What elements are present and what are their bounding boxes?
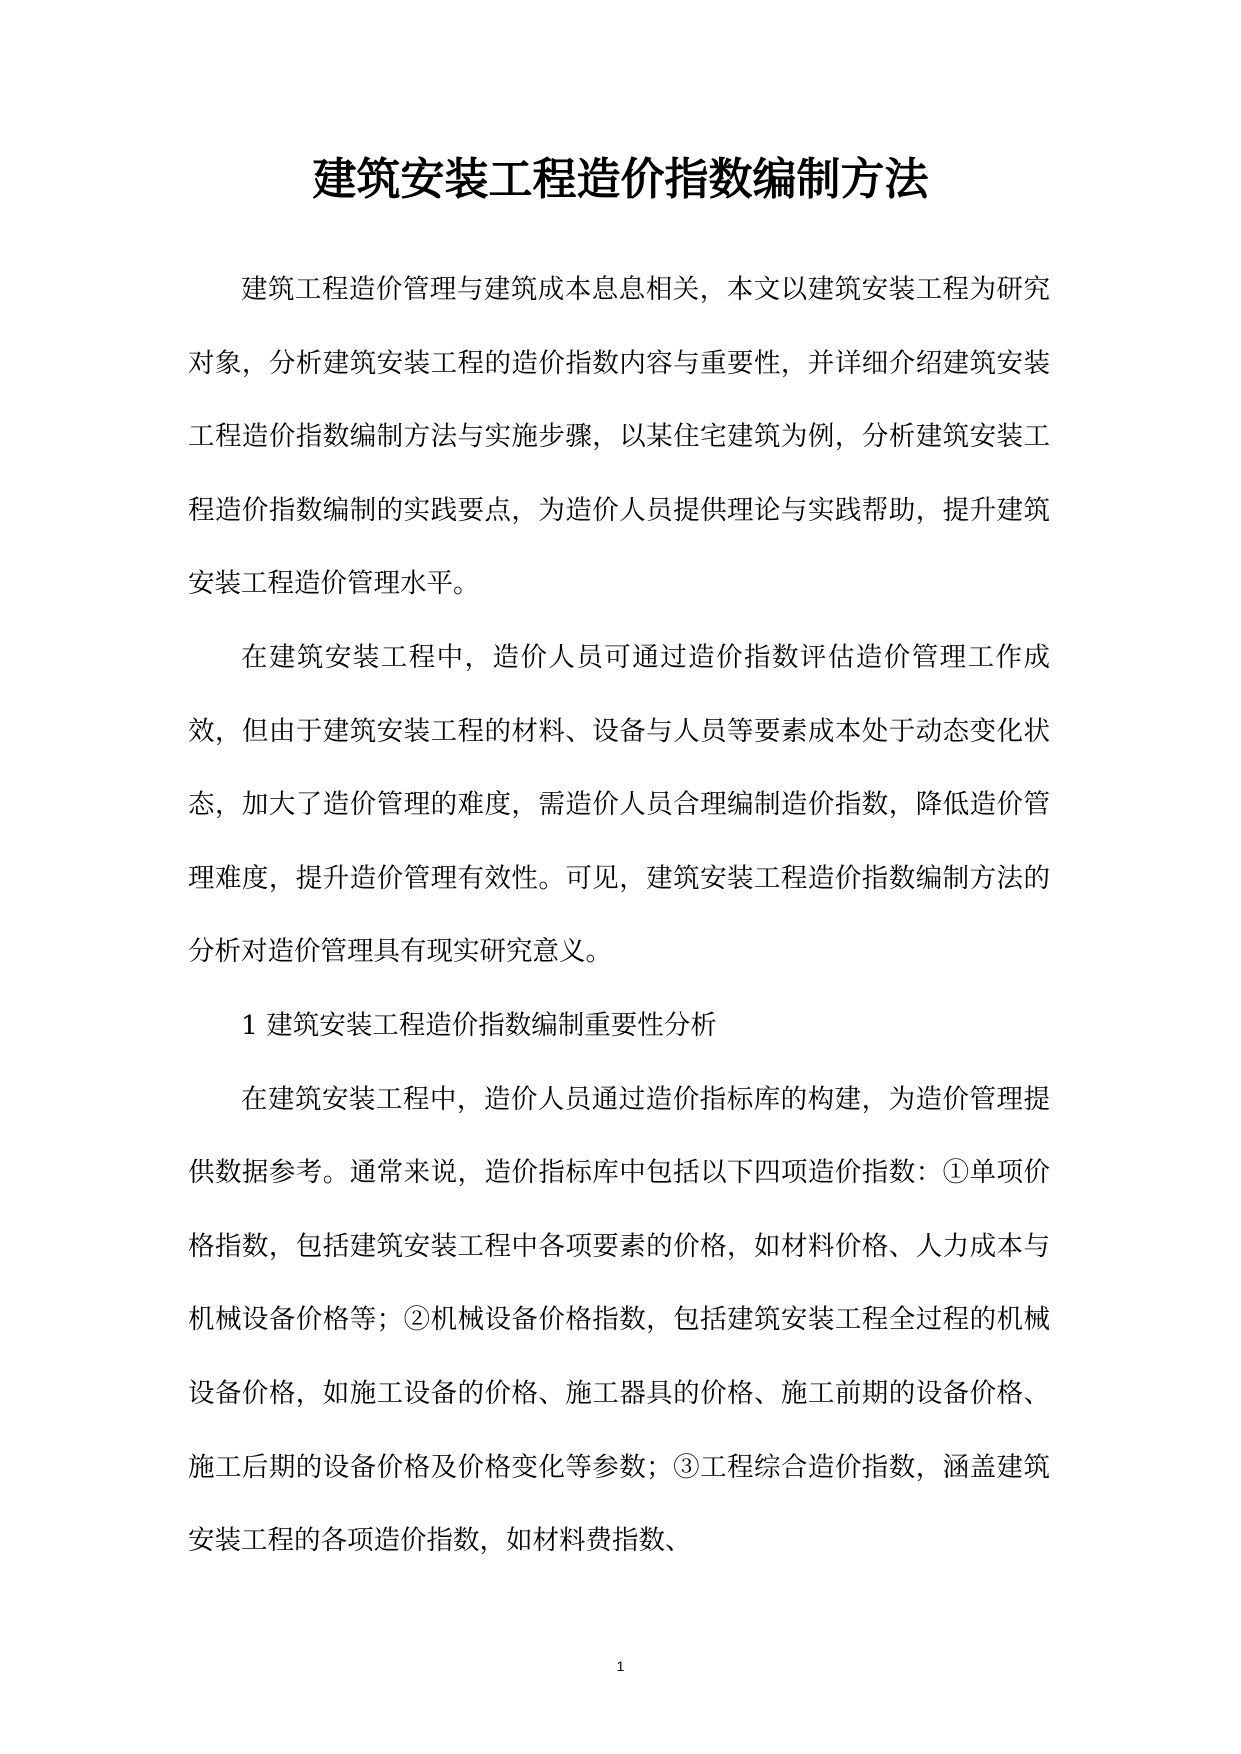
body-paragraph: 建筑工程造价管理与建筑成本息息相关，本文以建筑安装工程为研究对象，分析建筑安装工程的造价指数内容与重要性，并详细介绍建筑安装工程造价指数编制方法与实施步骤，以某住宅建筑为例，分析建筑安装工程造价指数编制的实践要点，为造价人员提供理论与实践帮助，提升建筑安装工程造价管理水平。 — [188, 274, 1050, 600]
document-body — [188, 253, 1050, 1578]
document-title: 建筑安装工程造价指数编制方法 — [312, 154, 929, 205]
section-heading: 1 建筑安装工程造价指数编制重要性分析 — [241, 1009, 717, 1041]
body-paragraph: 在建筑安装工程中，造价人员可通过造价指数评估造价管理工作成效，但由于建筑安装工程的材料、设备与人员等要素成本处于动态变化状态，加大了造价管理的难度，需造价人员合理编制造价指数，降低造价管理难度，提升造价管理有效性。可见，建筑安装工程造价指数编制方法的分析对造价管理具有现实研究意义。 — [188, 641, 1050, 968]
body-paragraph: 在建筑安装工程中，造价人员通过造价指标库的构建，为造价管理提供数据参考。通常来说，造价指标库中包括以下四项造价指数：①单项价格指数，包括建筑安装工程中各项要素的价格，如材料价格、人力成本与机械设备价格等；②机械设备价格指数，包括建筑安装工程全过程的机械设备价格，如施工设备的价格、施工器具的价格、施工前期的设备价格、施工后期的设备价格及价格变化等参数；③工程综合造价指数，涵盖建筑安装工程的各项造价指数，如材料费指数、 — [188, 1083, 1050, 1557]
page-number: 1 — [616, 1658, 625, 1674]
